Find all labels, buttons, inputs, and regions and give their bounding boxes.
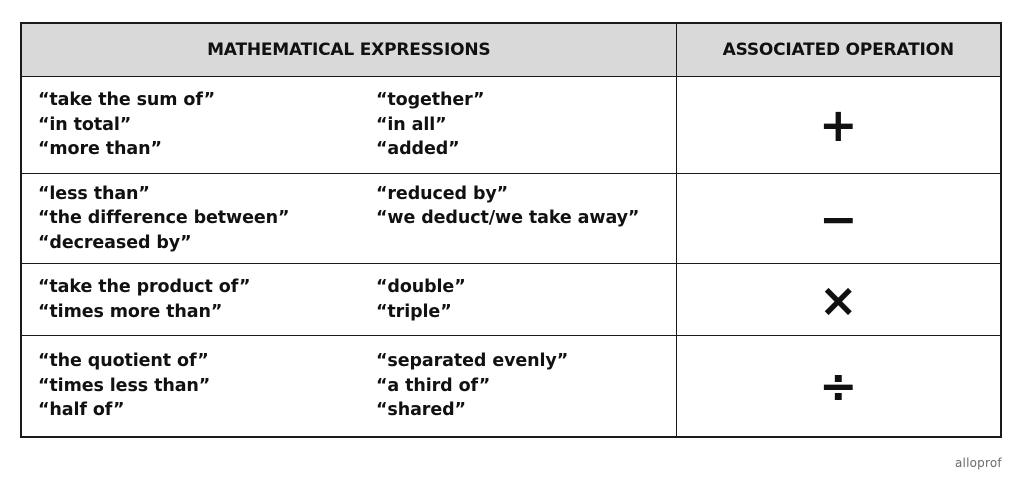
expression-phrase: “the quotient of” <box>38 351 209 371</box>
expression-phrase: “reduced by” <box>376 183 509 204</box>
expressions-column-a <box>38 182 376 256</box>
expressions-cell <box>21 174 676 264</box>
operation-cell <box>676 264 1001 336</box>
expressions-cell <box>21 77 676 174</box>
expression-phrase: “times less than” <box>38 375 211 396</box>
minus-icon: − <box>818 191 858 246</box>
table-row-multiplication <box>21 264 1001 336</box>
table-row-subtraction <box>21 174 1001 264</box>
expression-phrase: “decreased by” <box>38 232 192 253</box>
table-row-division <box>21 336 1001 437</box>
expression-phrase: “together” <box>376 90 485 111</box>
operations-table-wrapper <box>20 22 1000 438</box>
expression-phrase: “in all” <box>376 114 447 135</box>
expressions-cell <box>21 264 676 336</box>
operation-cell <box>676 77 1001 174</box>
expressions-column-b <box>376 88 676 162</box>
divide-icon: ÷ <box>818 358 858 413</box>
expression-phrase: “more than” <box>38 139 162 160</box>
expression-phrase: “added” <box>376 139 460 160</box>
expressions-column-b <box>376 349 676 423</box>
expression-phrase: “shared” <box>376 400 466 420</box>
operation-cell <box>676 336 1001 437</box>
expression-phrase: “take the sum of” <box>38 90 215 111</box>
table-row-addition <box>21 77 1001 174</box>
expression-phrase: “less than” <box>38 183 150 204</box>
header-operation: ASSOCIATED OPERATION <box>676 23 1001 77</box>
expression-phrase: “triple” <box>376 301 452 322</box>
brand-logo-text: alloprof <box>955 456 1002 470</box>
expression-phrase: “take the product of” <box>38 277 251 297</box>
expression-phrase: “separated evenly” <box>376 351 569 371</box>
multiply-icon: × <box>818 272 858 327</box>
expressions-column-a <box>38 88 376 162</box>
expression-phrase: “half of” <box>38 400 125 420</box>
header-expressions: MATHEMATICAL EXPRESSIONS <box>21 23 676 77</box>
expressions-cell <box>21 336 676 437</box>
expressions-column-b <box>376 275 676 324</box>
expression-phrase: “the difference between” <box>38 208 290 229</box>
table-header-row <box>21 23 1001 77</box>
operations-table <box>20 22 1002 438</box>
expression-phrase: “we deduct/we take away” <box>376 208 640 229</box>
expression-phrase: “double” <box>376 277 466 297</box>
expressions-column-b <box>376 182 676 231</box>
operation-cell <box>676 174 1001 264</box>
expression-phrase: “times more than” <box>38 301 223 322</box>
expression-phrase: “a third of” <box>376 375 491 396</box>
expression-phrase: “in total” <box>38 114 132 135</box>
plus-icon: + <box>818 98 858 152</box>
expressions-column-a <box>38 275 376 324</box>
expressions-column-a <box>38 349 376 423</box>
